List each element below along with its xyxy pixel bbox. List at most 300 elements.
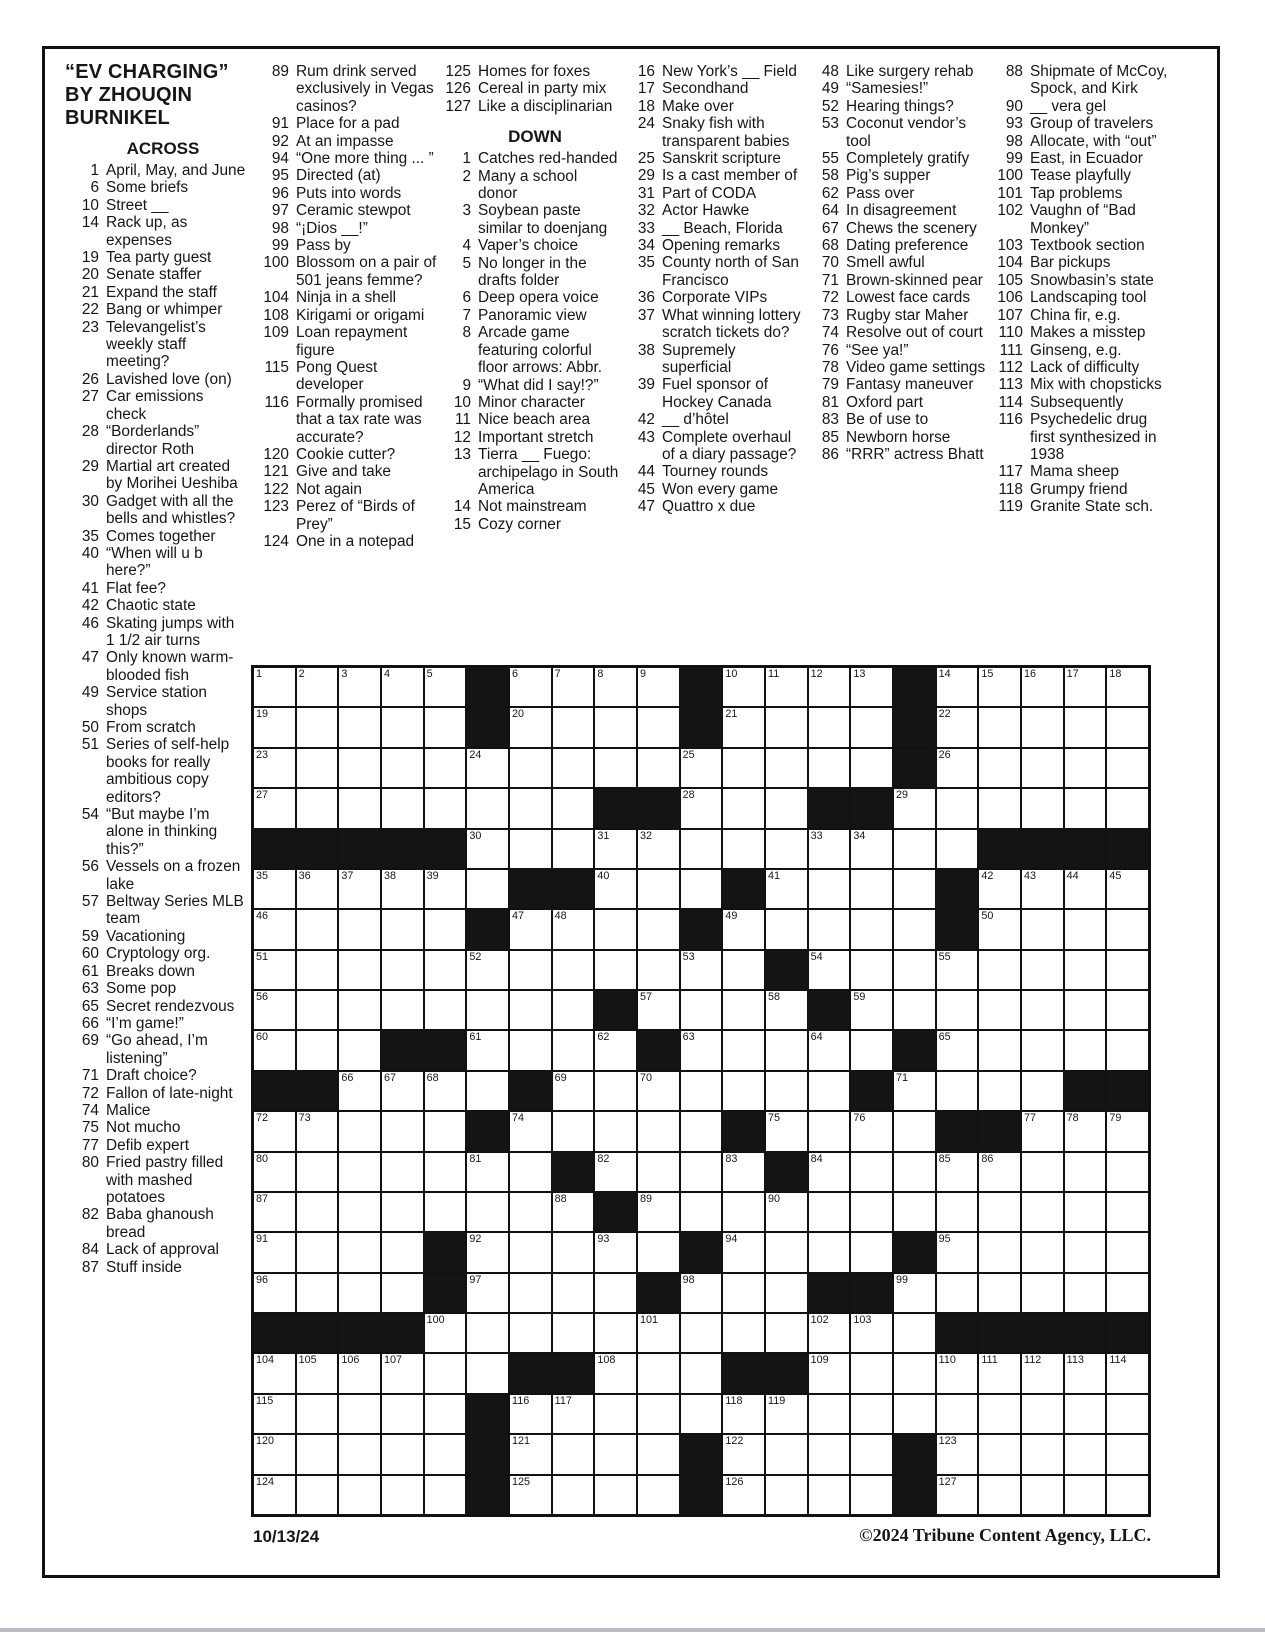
grid-cell[interactable] xyxy=(1065,1354,1106,1392)
grid-cell[interactable] xyxy=(851,870,892,908)
grid-cell[interactable] xyxy=(339,1193,380,1231)
grid-cell[interactable] xyxy=(723,1031,764,1069)
grid-cell[interactable] xyxy=(809,1354,850,1392)
grid-cell[interactable] xyxy=(894,830,935,868)
grid-cell[interactable] xyxy=(595,1031,636,1069)
grid-cell[interactable] xyxy=(382,991,423,1029)
grid-cell[interactable] xyxy=(297,1031,338,1069)
grid-cell[interactable] xyxy=(425,910,466,948)
grid-cell[interactable] xyxy=(382,1112,423,1150)
grid-cell[interactable] xyxy=(937,1354,978,1392)
grid-cell[interactable] xyxy=(979,991,1020,1029)
grid-cell[interactable] xyxy=(297,1193,338,1231)
grid-cell[interactable] xyxy=(681,1153,722,1191)
grid-cell[interactable] xyxy=(809,1314,850,1352)
grid-cell[interactable] xyxy=(1107,708,1148,746)
grid-cell[interactable] xyxy=(467,991,508,1029)
grid-cell[interactable] xyxy=(467,1072,508,1110)
grid-cell[interactable] xyxy=(1065,951,1106,989)
grid-cell[interactable] xyxy=(425,1112,466,1150)
grid-cell[interactable] xyxy=(638,1476,679,1514)
grid-cell[interactable] xyxy=(425,708,466,746)
grid-cell[interactable] xyxy=(979,1476,1020,1514)
grid-cell[interactable] xyxy=(339,951,380,989)
grid-cell[interactable] xyxy=(851,668,892,706)
grid-cell[interactable] xyxy=(595,708,636,746)
grid-cell[interactable] xyxy=(1107,1112,1148,1150)
grid-cell[interactable] xyxy=(510,789,551,827)
grid-cell[interactable] xyxy=(1022,1233,1063,1271)
grid-cell[interactable] xyxy=(979,1274,1020,1312)
grid-cell[interactable] xyxy=(766,1476,807,1514)
grid-cell[interactable] xyxy=(254,991,295,1029)
grid-cell[interactable] xyxy=(1022,951,1063,989)
grid-cell[interactable] xyxy=(979,951,1020,989)
grid-cell[interactable] xyxy=(254,1435,295,1473)
grid-cell[interactable] xyxy=(1107,910,1148,948)
grid-cell[interactable] xyxy=(553,1435,594,1473)
grid-cell[interactable] xyxy=(979,1435,1020,1473)
grid-cell[interactable] xyxy=(894,1072,935,1110)
grid-cell[interactable] xyxy=(809,870,850,908)
grid-cell[interactable] xyxy=(638,1435,679,1473)
grid-cell[interactable] xyxy=(595,668,636,706)
grid-cell[interactable] xyxy=(297,1435,338,1473)
grid-cell[interactable] xyxy=(638,708,679,746)
grid-cell[interactable] xyxy=(510,1153,551,1191)
grid-cell[interactable] xyxy=(510,749,551,787)
grid-cell[interactable] xyxy=(894,1112,935,1150)
grid-cell[interactable] xyxy=(1065,1435,1106,1473)
grid-cell[interactable] xyxy=(809,1193,850,1231)
grid-cell[interactable] xyxy=(723,749,764,787)
grid-cell[interactable] xyxy=(723,1153,764,1191)
grid-cell[interactable] xyxy=(894,910,935,948)
grid-cell[interactable] xyxy=(937,789,978,827)
grid-cell[interactable] xyxy=(681,830,722,868)
grid-cell[interactable] xyxy=(1022,708,1063,746)
grid-cell[interactable] xyxy=(809,668,850,706)
grid-cell[interactable] xyxy=(297,749,338,787)
grid-cell[interactable] xyxy=(809,1112,850,1150)
grid-cell[interactable] xyxy=(937,830,978,868)
grid-cell[interactable] xyxy=(297,1274,338,1312)
grid-cell[interactable] xyxy=(425,1193,466,1231)
grid-cell[interactable] xyxy=(553,1395,594,1433)
grid-cell[interactable] xyxy=(851,1233,892,1271)
grid-cell[interactable] xyxy=(425,1314,466,1352)
grid-cell[interactable] xyxy=(723,1274,764,1312)
grid-cell[interactable] xyxy=(766,708,807,746)
grid-cell[interactable] xyxy=(339,1112,380,1150)
grid-cell[interactable] xyxy=(595,1314,636,1352)
grid-cell[interactable] xyxy=(595,1233,636,1271)
grid-cell[interactable] xyxy=(766,1072,807,1110)
grid-cell[interactable] xyxy=(254,1274,295,1312)
grid-cell[interactable] xyxy=(937,1153,978,1191)
grid-cell[interactable] xyxy=(979,749,1020,787)
grid-cell[interactable] xyxy=(979,789,1020,827)
grid-cell[interactable] xyxy=(937,1395,978,1433)
grid-cell[interactable] xyxy=(1022,749,1063,787)
grid-cell[interactable] xyxy=(510,1435,551,1473)
grid-cell[interactable] xyxy=(382,1153,423,1191)
grid-cell[interactable] xyxy=(1065,1031,1106,1069)
grid-cell[interactable] xyxy=(979,1153,1020,1191)
grid-cell[interactable] xyxy=(339,1233,380,1271)
grid-cell[interactable] xyxy=(723,910,764,948)
grid-cell[interactable] xyxy=(425,870,466,908)
grid-cell[interactable] xyxy=(894,951,935,989)
grid-cell[interactable] xyxy=(851,991,892,1029)
grid-cell[interactable] xyxy=(638,991,679,1029)
grid-cell[interactable] xyxy=(809,910,850,948)
grid-cell[interactable] xyxy=(766,789,807,827)
grid-cell[interactable] xyxy=(339,1274,380,1312)
grid-cell[interactable] xyxy=(1022,1153,1063,1191)
grid-cell[interactable] xyxy=(851,708,892,746)
grid-cell[interactable] xyxy=(681,1072,722,1110)
grid-cell[interactable] xyxy=(1065,1274,1106,1312)
grid-cell[interactable] xyxy=(638,668,679,706)
grid-cell[interactable] xyxy=(681,789,722,827)
grid-cell[interactable] xyxy=(723,830,764,868)
grid-cell[interactable] xyxy=(1107,1395,1148,1433)
grid-cell[interactable] xyxy=(851,1193,892,1231)
grid-cell[interactable] xyxy=(851,1314,892,1352)
grid-cell[interactable] xyxy=(723,1314,764,1352)
grid-cell[interactable] xyxy=(382,1395,423,1433)
grid-cell[interactable] xyxy=(382,668,423,706)
grid-cell[interactable] xyxy=(766,910,807,948)
grid-cell[interactable] xyxy=(723,708,764,746)
grid-cell[interactable] xyxy=(297,1476,338,1514)
grid-cell[interactable] xyxy=(1107,1193,1148,1231)
grid-cell[interactable] xyxy=(937,1274,978,1312)
grid-cell[interactable] xyxy=(425,1435,466,1473)
grid-cell[interactable] xyxy=(1022,789,1063,827)
grid-cell[interactable] xyxy=(425,668,466,706)
grid-cell[interactable] xyxy=(638,1112,679,1150)
grid-cell[interactable] xyxy=(297,1395,338,1433)
grid-cell[interactable] xyxy=(553,1314,594,1352)
grid-cell[interactable] xyxy=(937,1233,978,1271)
grid-cell[interactable] xyxy=(254,749,295,787)
grid-cell[interactable] xyxy=(894,1153,935,1191)
grid-cell[interactable] xyxy=(1107,1435,1148,1473)
grid-cell[interactable] xyxy=(894,991,935,1029)
grid-cell[interactable] xyxy=(297,708,338,746)
grid-cell[interactable] xyxy=(510,830,551,868)
grid-cell[interactable] xyxy=(382,951,423,989)
grid-cell[interactable] xyxy=(510,1314,551,1352)
grid-cell[interactable] xyxy=(510,1031,551,1069)
grid-cell[interactable] xyxy=(894,870,935,908)
grid-cell[interactable] xyxy=(595,951,636,989)
grid-cell[interactable] xyxy=(638,1354,679,1392)
grid-cell[interactable] xyxy=(681,870,722,908)
grid-cell[interactable] xyxy=(467,870,508,908)
grid-cell[interactable] xyxy=(339,991,380,1029)
grid-cell[interactable] xyxy=(766,870,807,908)
grid-cell[interactable] xyxy=(894,1395,935,1433)
grid-cell[interactable] xyxy=(809,1435,850,1473)
grid-cell[interactable] xyxy=(1107,749,1148,787)
grid-cell[interactable] xyxy=(595,910,636,948)
grid-cell[interactable] xyxy=(297,789,338,827)
grid-cell[interactable] xyxy=(766,1233,807,1271)
grid-cell[interactable] xyxy=(297,668,338,706)
grid-cell[interactable] xyxy=(766,991,807,1029)
grid-cell[interactable] xyxy=(766,1031,807,1069)
grid-cell[interactable] xyxy=(638,830,679,868)
grid-cell[interactable] xyxy=(425,991,466,1029)
grid-cell[interactable] xyxy=(723,789,764,827)
grid-cell[interactable] xyxy=(894,789,935,827)
grid-cell[interactable] xyxy=(894,1274,935,1312)
grid-cell[interactable] xyxy=(553,749,594,787)
grid-cell[interactable] xyxy=(467,1274,508,1312)
grid-cell[interactable] xyxy=(297,1112,338,1150)
grid-cell[interactable] xyxy=(723,668,764,706)
grid-cell[interactable] xyxy=(553,830,594,868)
grid-cell[interactable] xyxy=(1022,1274,1063,1312)
grid-cell[interactable] xyxy=(851,1476,892,1514)
grid-cell[interactable] xyxy=(723,951,764,989)
grid-cell[interactable] xyxy=(851,1112,892,1150)
grid-cell[interactable] xyxy=(553,1274,594,1312)
grid-cell[interactable] xyxy=(339,870,380,908)
grid-cell[interactable] xyxy=(1022,1435,1063,1473)
grid-cell[interactable] xyxy=(553,991,594,1029)
grid-cell[interactable] xyxy=(979,1233,1020,1271)
grid-cell[interactable] xyxy=(553,910,594,948)
grid-cell[interactable] xyxy=(1107,870,1148,908)
grid-cell[interactable] xyxy=(979,1031,1020,1069)
grid-cell[interactable] xyxy=(1065,910,1106,948)
grid-cell[interactable] xyxy=(382,1476,423,1514)
grid-cell[interactable] xyxy=(766,1395,807,1433)
grid-cell[interactable] xyxy=(1022,1395,1063,1433)
grid-cell[interactable] xyxy=(638,951,679,989)
grid-cell[interactable] xyxy=(425,789,466,827)
grid-cell[interactable] xyxy=(595,1476,636,1514)
grid-cell[interactable] xyxy=(937,991,978,1029)
grid-cell[interactable] xyxy=(425,1072,466,1110)
grid-cell[interactable] xyxy=(595,1153,636,1191)
grid-cell[interactable] xyxy=(595,1112,636,1150)
grid-cell[interactable] xyxy=(851,830,892,868)
grid-cell[interactable] xyxy=(681,1314,722,1352)
grid-cell[interactable] xyxy=(425,1476,466,1514)
grid-cell[interactable] xyxy=(894,1193,935,1231)
grid-cell[interactable] xyxy=(339,1435,380,1473)
grid-cell[interactable] xyxy=(937,749,978,787)
grid-cell[interactable] xyxy=(553,1072,594,1110)
grid-cell[interactable] xyxy=(467,1153,508,1191)
grid-cell[interactable] xyxy=(1065,789,1106,827)
grid-cell[interactable] xyxy=(979,1395,1020,1433)
grid-cell[interactable] xyxy=(510,1395,551,1433)
grid-cell[interactable] xyxy=(254,1233,295,1271)
grid-cell[interactable] xyxy=(382,1354,423,1392)
grid-cell[interactable] xyxy=(297,910,338,948)
grid-cell[interactable] xyxy=(467,789,508,827)
grid-cell[interactable] xyxy=(851,749,892,787)
grid-cell[interactable] xyxy=(937,1193,978,1231)
grid-cell[interactable] xyxy=(681,991,722,1029)
grid-cell[interactable] xyxy=(1065,870,1106,908)
grid-cell[interactable] xyxy=(1107,1476,1148,1514)
grid-cell[interactable] xyxy=(766,668,807,706)
grid-cell[interactable] xyxy=(382,910,423,948)
grid-cell[interactable] xyxy=(638,1314,679,1352)
grid-cell[interactable] xyxy=(1065,1395,1106,1433)
grid-cell[interactable] xyxy=(1022,1354,1063,1392)
grid-cell[interactable] xyxy=(681,951,722,989)
grid-cell[interactable] xyxy=(553,951,594,989)
grid-cell[interactable] xyxy=(467,830,508,868)
grid-cell[interactable] xyxy=(638,1233,679,1271)
grid-cell[interactable] xyxy=(809,1476,850,1514)
grid-cell[interactable] xyxy=(894,1314,935,1352)
grid-cell[interactable] xyxy=(339,1476,380,1514)
grid-cell[interactable] xyxy=(809,1233,850,1271)
grid-cell[interactable] xyxy=(937,1031,978,1069)
grid-cell[interactable] xyxy=(297,1153,338,1191)
grid-cell[interactable] xyxy=(254,708,295,746)
grid-cell[interactable] xyxy=(339,708,380,746)
grid-cell[interactable] xyxy=(510,991,551,1029)
grid-cell[interactable] xyxy=(723,1193,764,1231)
grid-cell[interactable] xyxy=(254,668,295,706)
grid-cell[interactable] xyxy=(851,1354,892,1392)
grid-cell[interactable] xyxy=(638,1395,679,1433)
grid-cell[interactable] xyxy=(638,1153,679,1191)
grid-cell[interactable] xyxy=(254,1476,295,1514)
grid-cell[interactable] xyxy=(937,1435,978,1473)
grid-cell[interactable] xyxy=(809,830,850,868)
grid-cell[interactable] xyxy=(1107,1031,1148,1069)
grid-cell[interactable] xyxy=(1065,1476,1106,1514)
grid-cell[interactable] xyxy=(851,910,892,948)
grid-cell[interactable] xyxy=(979,668,1020,706)
grid-cell[interactable] xyxy=(1022,870,1063,908)
grid-cell[interactable] xyxy=(382,1072,423,1110)
grid-cell[interactable] xyxy=(297,951,338,989)
grid-cell[interactable] xyxy=(638,1193,679,1231)
grid-cell[interactable] xyxy=(553,708,594,746)
grid-cell[interactable] xyxy=(339,1395,380,1433)
grid-cell[interactable] xyxy=(510,1274,551,1312)
grid-cell[interactable] xyxy=(467,1354,508,1392)
grid-cell[interactable] xyxy=(723,1476,764,1514)
grid-cell[interactable] xyxy=(851,1435,892,1473)
grid-cell[interactable] xyxy=(553,1112,594,1150)
grid-cell[interactable] xyxy=(723,1072,764,1110)
grid-cell[interactable] xyxy=(297,991,338,1029)
grid-cell[interactable] xyxy=(467,749,508,787)
grid-cell[interactable] xyxy=(254,789,295,827)
grid-cell[interactable] xyxy=(425,749,466,787)
grid-cell[interactable] xyxy=(979,1193,1020,1231)
grid-cell[interactable] xyxy=(1022,991,1063,1029)
grid-cell[interactable] xyxy=(1022,1031,1063,1069)
grid-cell[interactable] xyxy=(1022,1476,1063,1514)
grid-cell[interactable] xyxy=(809,749,850,787)
grid-cell[interactable] xyxy=(809,1153,850,1191)
grid-cell[interactable] xyxy=(851,1395,892,1433)
grid-cell[interactable] xyxy=(1107,1233,1148,1271)
grid-cell[interactable] xyxy=(510,668,551,706)
grid-cell[interactable] xyxy=(681,749,722,787)
grid-cell[interactable] xyxy=(425,951,466,989)
grid-cell[interactable] xyxy=(1065,668,1106,706)
grid-cell[interactable] xyxy=(510,1476,551,1514)
grid-cell[interactable] xyxy=(1065,1233,1106,1271)
grid-cell[interactable] xyxy=(766,1274,807,1312)
grid-cell[interactable] xyxy=(937,951,978,989)
grid-cell[interactable] xyxy=(1107,1354,1148,1392)
grid-cell[interactable] xyxy=(553,1476,594,1514)
grid-cell[interactable] xyxy=(1065,708,1106,746)
grid-cell[interactable] xyxy=(510,1112,551,1150)
grid-cell[interactable] xyxy=(723,1233,764,1271)
grid-cell[interactable] xyxy=(1107,1153,1148,1191)
grid-cell[interactable] xyxy=(1107,1274,1148,1312)
grid-cell[interactable] xyxy=(979,1072,1020,1110)
grid-cell[interactable] xyxy=(254,1153,295,1191)
grid-cell[interactable] xyxy=(1065,991,1106,1029)
grid-cell[interactable] xyxy=(510,910,551,948)
grid-cell[interactable] xyxy=(467,951,508,989)
grid-cell[interactable] xyxy=(809,1395,850,1433)
grid-cell[interactable] xyxy=(638,1072,679,1110)
grid-cell[interactable] xyxy=(339,668,380,706)
grid-cell[interactable] xyxy=(510,1193,551,1231)
grid-cell[interactable] xyxy=(681,1112,722,1150)
grid-cell[interactable] xyxy=(595,1072,636,1110)
grid-cell[interactable] xyxy=(979,708,1020,746)
grid-cell[interactable] xyxy=(638,749,679,787)
grid-cell[interactable] xyxy=(467,1193,508,1231)
grid-cell[interactable] xyxy=(809,951,850,989)
grid-cell[interactable] xyxy=(382,708,423,746)
grid-cell[interactable] xyxy=(254,1354,295,1392)
grid-cell[interactable] xyxy=(553,1233,594,1271)
grid-cell[interactable] xyxy=(553,1031,594,1069)
grid-cell[interactable] xyxy=(467,1233,508,1271)
grid-cell[interactable] xyxy=(1022,1193,1063,1231)
grid-cell[interactable] xyxy=(510,951,551,989)
grid-cell[interactable] xyxy=(851,1031,892,1069)
grid-cell[interactable] xyxy=(595,830,636,868)
grid-cell[interactable] xyxy=(1107,668,1148,706)
grid-cell[interactable] xyxy=(382,1193,423,1231)
grid-cell[interactable] xyxy=(766,830,807,868)
grid-cell[interactable] xyxy=(851,951,892,989)
grid-cell[interactable] xyxy=(553,1193,594,1231)
grid-cell[interactable] xyxy=(425,1153,466,1191)
grid-cell[interactable] xyxy=(809,1072,850,1110)
grid-cell[interactable] xyxy=(1022,668,1063,706)
grid-cell[interactable] xyxy=(553,789,594,827)
grid-cell[interactable] xyxy=(937,1072,978,1110)
grid-cell[interactable] xyxy=(425,1395,466,1433)
grid-cell[interactable] xyxy=(425,1354,466,1392)
grid-cell[interactable] xyxy=(979,1354,1020,1392)
grid-cell[interactable] xyxy=(339,749,380,787)
